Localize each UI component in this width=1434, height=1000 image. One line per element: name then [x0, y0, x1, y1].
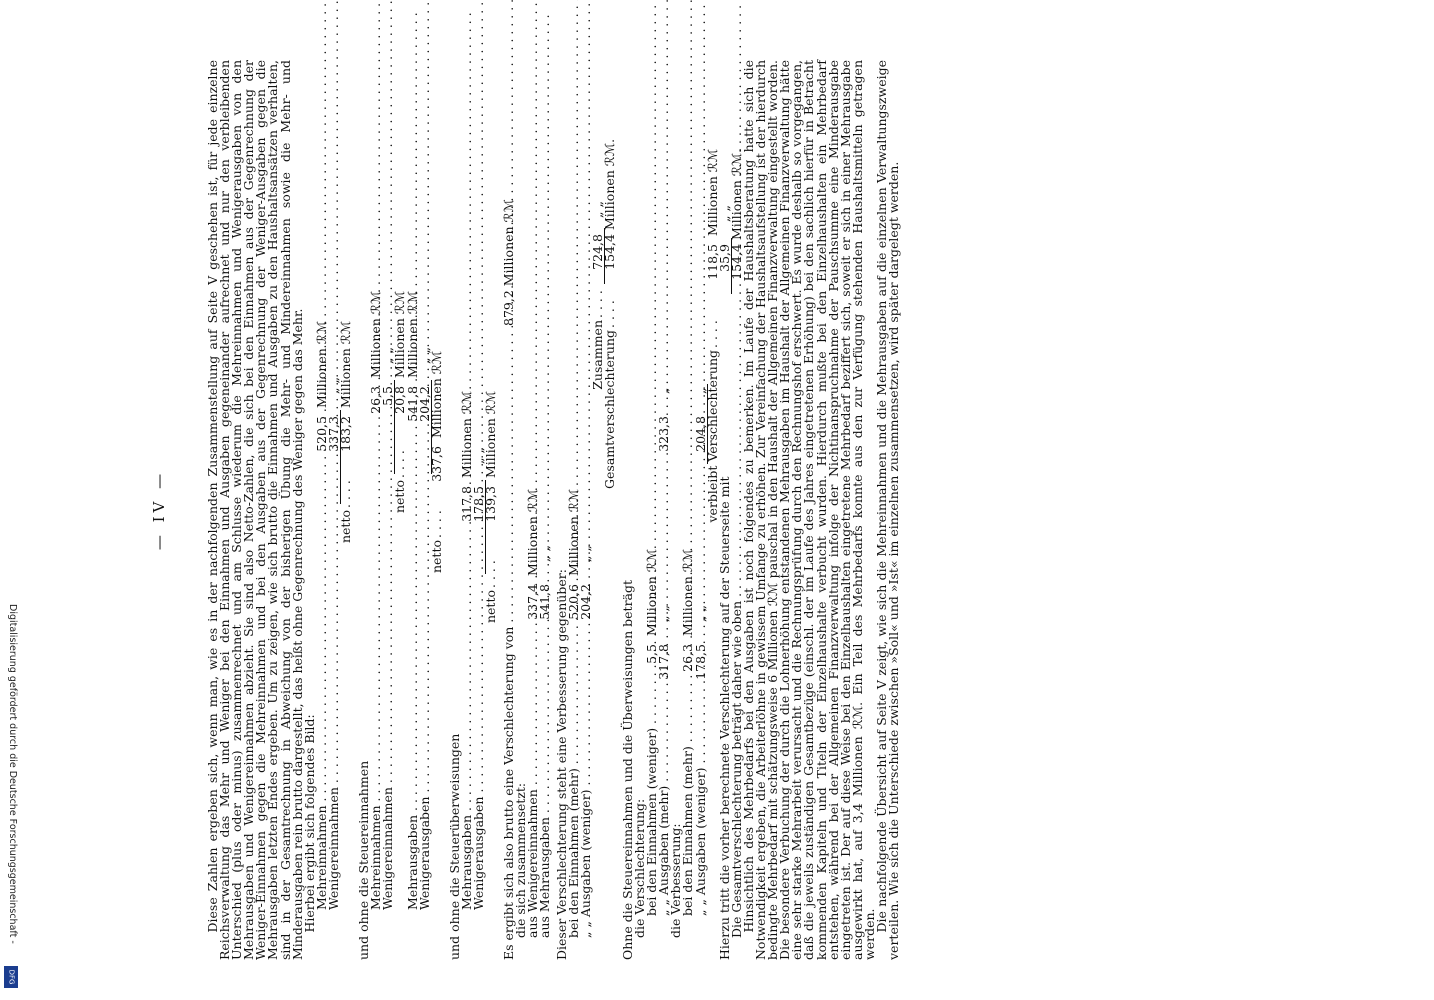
row-wenigereinnahmen-1: Wenigereinnahmen . . . 337,3 „ „	[328, 60, 340, 960]
verbesserung-intro: Dieser Verschlechterung steht eine Verbesserung gegenüber:	[553, 569, 569, 960]
row-brutto: Es ergibt sich also brutto eine Verschlechterung von . . . 879,2 Millionen ℛℳ	[503, 60, 515, 960]
row-verbess-ausgaben: „ „ Ausgaben (weniger) . . . 178,5 „ „ 204,8 „	[695, 60, 707, 960]
row-netto-2b: netto . . . . 337,6 Millionen ℛℳ	[428, 350, 444, 574]
row-netto-2a: netto . . . . 20,8 Millionen ℛℳ	[392, 290, 408, 514]
row-hinzu: Hierzu tritt die vorher berechnete Verschlechterung auf der Steuerseite mit 35,9 „ „	[716, 205, 732, 960]
row-verbesserung-ausgaben: „ „ Ausgaben (weniger) . . . 204,2 „ „	[580, 60, 592, 960]
die-verschlechterung: die Verschlechterung:	[632, 798, 648, 938]
row-mehrausgaben-2: Mehrausgaben . . . 541,8 Millionen ℛℳ	[407, 60, 419, 960]
row-verschl-einnahmen: bei den Einnahmen (weniger) . . . 5,5 Millionen ℛℳ	[646, 60, 658, 960]
row-verbesserung-einnahmen: bei den Einnahmen (mehr) . . . 520,6 Millionen ℛℳ	[568, 60, 580, 960]
ueberweisungen-intro: und ohne die Steuerüberweisungen	[446, 733, 462, 960]
row-verbleibt: verbleibt Verschlechterung . . . . 118,5 Millionen ℛℳ	[704, 148, 720, 523]
bild-intro: Hierbei ergibt sich folgendes Bild:	[301, 714, 317, 933]
row-wenigerausgaben-2: Wenigerausgaben . . . 204,2 „ „	[419, 60, 431, 960]
row-brutto-wenigereinnahmen: aus Wenigereinnahmen . . . 337,4 Millionen ℛℳ	[527, 60, 539, 960]
dfg-logo: DFG	[4, 966, 18, 988]
intro-paragraph: Diese Zahlen ergeben sich, wenn man, wie es in der nachfolgenden Zusammenstellung auf Seite V geschehen ist, für jede einzelne Reichsverwaltung das Mehr und Weniger bei den Einnahmen und Ausgaben gegeneinander aufrechnet und nur den verbleibenden Unterschied (plus oder minus) zusammenrechnet und am Schlusse wiederum die Mehreinnahmen und Wenigerausgaben von den Mehrausgaben und Wenigereinnahmen abzieht. Sie sind also Netto-Zahlen, die sich bei den Einnahmen aus der Gegenrechnung der Weniger-Einnahmen gegen die Mehreinnahmen und bei den Ausgaben aus der Gegenrechnung der Weniger-Ausgaben gegen die Mehrausgaben letzten Endes ergeben. Um zu zeigen, wie sich brutto die Einnahmen und Ausgaben zu den Haushaltsansätzen verhalten, sind in der Gesamtrechnung in Abweichung von der bisherigen Übung die Mehr- und Mindereinnahmen sowie die Mehr- und Minderausgaben rein brutto dargestellt, das heißt ohne Gegenrechnung des Weniger gegen das Mehr.	[205, 60, 305, 960]
row-netto-1: netto . . . . 183,2 Millionen ℛℳ	[338, 320, 354, 544]
ohne-intro: Ohne die Steuereinnahmen und die Überweisungen beträgt	[620, 579, 635, 960]
row-verbess-einnahmen: bei den Einnahmen (mehr) . . . 26,3 Millionen ℛℳ	[682, 60, 694, 960]
hinsichtlich-paragraph: Hinsichtlich des Mehrbedarfs bei den Ausgaben ist noch folgendes zu bemerken. Im Laufe der Haushaltsberatung hatte sich die Notwendigkeit ergeben, die Arbeiterlöhne in gewissem Umfange zu erhöhen. Zur Vereinfachung der Haushaltsaufstellung ist der hierdurch bedingte Mehrbedarf mit schätzungsweise 6 Millionen ℛℳ pauschal in den Haushalt der Allgemeinen Finanzverwaltung eingestellt worden. Die besondere Verbuchung der durch die Lohnerhöhung entstandenen Mehrausgaben im Haushalt der Allgemeinen Finanzverwaltung hätte eine sehr starke Mehrarbeit verursacht und die Rechnungsprüfung durch den Rechnungshof erschwert. Es wurde deshalb so vorgegangen, daß die jeweils zuständigen Gesamtbezüge (einschl. der im Laufe des Jahres eingetretenen Erhöhung) bei den sachlich hierfür in Betracht kommenden Kapiteln und Titeln der Einzelhaushalte verbucht wurden. Hierdurch mußte bei den Einzelhaushalten ein Mehrbedarf entstehen, während bei der Allgemeinen Finanzverwaltung infolge der Nichtinanspruchnahme der Pauschsumme eine Minderausgabe eingetreten ist. Der auf diese Weise bei den Einzelhaushalten eingetretene Mehrbedarf beziffert sich, soweit er sich in einer Mehrausgabe ausgewirkt hat, auf 3,4 Millionen ℛℳ. Ein Teil des Mehrbedarfs konnte aus den zur Verfügung stehenden Haushaltsmitteln getragen werden.	[740, 60, 877, 960]
row-wenigerausgaben-3: Wenigerausgaben . . . 178,5 „ „	[473, 60, 485, 960]
row-gesamt-1: Gesamtverschlechterung . . . . 154,4 Millionen ℛℳ.	[601, 138, 617, 489]
uebersicht-paragraph: Die nachfolgende Übersicht auf Seite V zeigt, wie sich die Mehreinnahmen und die Mehrausgaben auf die einzelnen Verwaltungszweige verteilen. Wie sich die Unterschiede zwischen »Soll« und »Ist« im einzelnen zusammensetzen, wird später dargelegt werden.	[873, 60, 902, 960]
page-number: — IV —	[150, 469, 168, 551]
row-brutto-mehrausgaben: aus Mehrausgaben . . . 541,8 „ „	[539, 60, 551, 960]
row-verschl-ausgaben: „ „ Ausgaben (mehr) . . . 317,8 „ „ 323,3 „	[658, 60, 670, 960]
row-zusammen: Zusammen . . . . 724,8 „ „	[589, 201, 605, 390]
digitization-credit: Digitalisierung gefördert durch die Deutsche Forschungsgemeinschaft -	[7, 604, 18, 944]
row-wenigereinnahmen-2: Wenigereinnahmen . . . 5,5 „ „	[382, 60, 394, 960]
brutto-sub: die sich zusammensetzt:	[513, 782, 529, 938]
steuer-intro: und ohne die Steuereinnahmen	[356, 760, 372, 960]
row-netto-3: netto . . . . 139,3 Millionen ℛℳ	[483, 390, 499, 624]
row-mehrausgaben-3: Mehrausgaben . . . 317,8 Millionen ℛℳ	[461, 60, 473, 960]
die-verbesserung: die Verbesserung:	[668, 823, 684, 938]
row-mehreinnahmen-1: Mehreinnahmen . . . 520,5 Millionen ℛℳ	[316, 60, 328, 960]
document-page	[150, 60, 902, 960]
row-gesamt-2: Die Gesamtverschlechterung beträgt daher wie oben . . . 154,4 Millionen ℛℳ.	[731, 60, 743, 960]
row-mehreinnahmen-2: Mehreinnahmen . . . 26,3 Millionen ℛℳ	[370, 60, 382, 960]
